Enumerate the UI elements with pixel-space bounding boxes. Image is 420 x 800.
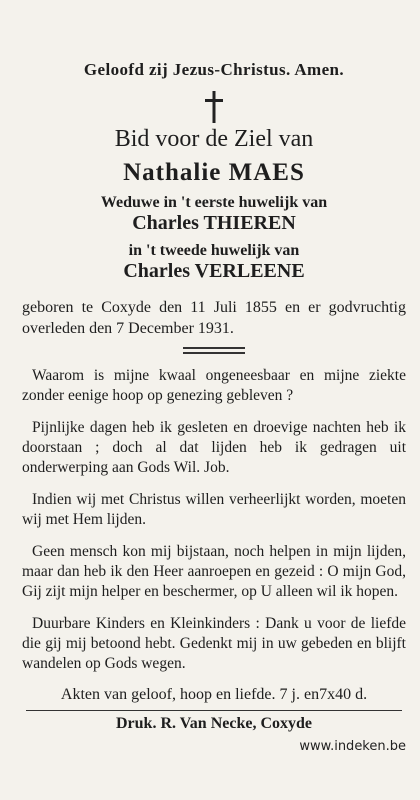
relation-second-marriage: in 't tweede huwelijk van xyxy=(128,242,300,259)
deceased-name: Nathalie MAES xyxy=(123,159,305,186)
bid-voor-heading: Bid voor de Ziel van xyxy=(114,126,314,152)
divider xyxy=(183,347,245,354)
verse-paragraph: Waarom is mijne kwaal ongeneesbaar en mijne ziekte zonder eenige hoop op genezing gebleven ? xyxy=(22,367,406,404)
verse-paragraph: Pijnlijke dagen heb ik gesleten en droevige nachten heb ik doorstaan ; doch al dat lijden heb ik gedragen uit onderwerping aan Gods Wil. Job. xyxy=(22,419,406,476)
watermark: www.indeken.be xyxy=(299,739,406,754)
birth-death-text: geboren te Coxyde den 11 Juli 1855 en er godvruchtig overleden den 7 December 1931. xyxy=(22,299,406,337)
indulgence-prayer: Akten van geloof, hoop en liefde. 7 j. en7x40 d. xyxy=(60,686,368,703)
printer-imprint: Druk. R. Van Necke, Coxyde xyxy=(115,715,312,732)
bottom-rule xyxy=(26,710,402,711)
verse-paragraph: Duurbare Kinders en Kleinkinders : Dank u voor de liefde die gij mij betoond hebt. Gedenkt mij in uw gebeden en blijft wandelen op Gods wegen. xyxy=(22,615,406,672)
header-text: Geloofd zij Jezus-Christus. Amen. xyxy=(83,60,345,79)
latin-cross-icon xyxy=(203,90,225,124)
second-spouse-name: Charles VERLEENE xyxy=(123,260,305,282)
verse-paragraph: Indien wij met Christus willen verheerlijkt worden, moeten wij met Hem lijden. xyxy=(22,491,406,528)
verse-paragraph: Geen mensch kon mij bijstaan, noch helpen in mijn lijden, maar dan heb ik den Heer aanroepen en gezeid : O mijn God, Gij zijt mijn helper en beschermer, op U alleen wil ik hopen. xyxy=(22,543,406,600)
relation-first-marriage: Weduwe in 't eerste huwelijk van xyxy=(100,194,328,211)
first-spouse-name: Charles THIEREN xyxy=(132,212,296,234)
